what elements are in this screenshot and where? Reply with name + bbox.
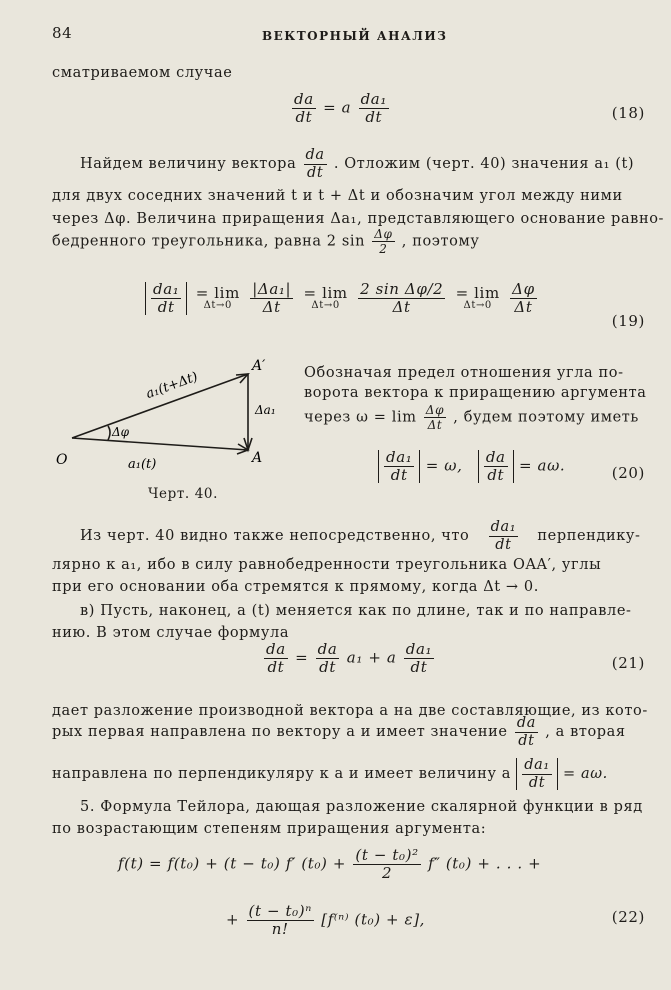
frac-den: dt [518,732,535,749]
text-line: ворота вектора к приращению аргумента [304,385,647,401]
label-angle: Δφ [112,425,130,439]
frac-den: dt [528,774,546,791]
page-number: 84 [52,24,73,42]
frac-den: dt [306,164,324,181]
text-line: по возрастающим степеням приращения аргумента: [52,821,487,837]
frac-den: dt [157,298,175,316]
frac-den: Δt [427,418,443,432]
equation-22-line2 [226,904,425,937]
text-line: Обозначая предел отношения угла по- [304,365,624,381]
text-line [52,228,479,255]
triangle-figure [50,356,280,476]
eq-part: f(t) = f(t₀) + (t − t₀) f′ (t₀) + [118,854,347,873]
eq-part: + [226,910,240,929]
frac-den: dt [390,466,408,484]
lim-word: = lim [303,284,348,302]
lim-under: Δt→0 [463,300,492,311]
frac-num: da [294,90,314,108]
label-O: O [56,452,68,468]
equation-number-21: (21) [611,654,645,672]
text-span: . Отложим (черт. 40) значения a₁ (t) [333,156,635,172]
text-line [52,758,608,790]
frac-num: da₁ [490,519,517,535]
text-line: лярно к a₁, ибо в силу равнобедренности треугольника OAA′, углы [52,557,602,573]
text-span: бедренного треугольника, равна 2 sin [52,233,366,250]
label-a-lower: a₁(t) [128,457,157,472]
frac-num: da₁ [524,757,550,773]
text-span: перпендику- [537,528,641,544]
text-span: , а вторая [545,724,626,740]
text-span: Найдем величину вектора [80,156,297,172]
eq-part: f″ (t₀) + . . . + [428,854,542,873]
text-span: , будем поэтому иметь [453,409,639,426]
frac-num: |Δa₁| [252,280,292,298]
text-span: Из черт. 40 видно также непосредственно, что [80,528,470,544]
running-title: ВЕКТОРНЫЙ АНАЛИЗ [262,29,448,43]
equation-number-19: (19) [611,312,645,330]
frac-num: Δφ [374,227,393,241]
text-line: сматриваемом случае [52,65,233,81]
frac-num: da [305,147,325,163]
eq-part: = ω, [425,456,463,475]
frac-den: dt [495,536,512,553]
frac-num: da [266,640,286,658]
equation-number-22: (22) [611,908,645,926]
frac-den: Δt [514,298,533,316]
text-line: 5. Формула Тейлора, дающая разложение скалярной функции в ряд [80,799,643,815]
label-A: A [252,450,263,466]
frac-num: da [317,640,338,658]
frac-den: Δt [392,298,411,316]
lim-word: = lim [195,284,240,302]
frac-num: (t − t₀)ⁿ [248,902,312,920]
frac-num: da₁ [153,280,180,298]
vector-a-lower [72,438,248,450]
frac-den: dt [487,466,505,484]
frac-den: 2 [379,242,388,256]
text-line: нию. В этом случае формула [52,625,290,641]
text-line: через Δφ. Величина приращения Δa₁, представляющего основание равно- [52,211,665,227]
frac-den: n! [271,920,289,938]
frac-den: dt [295,108,313,126]
frac-den: dt [319,658,336,676]
text-span: через ω = lim [304,409,417,426]
text-span: = aω. [563,766,608,782]
text-line: в) Пусть, наконец, a (t) меняется как по длине, так и по направле- [80,603,632,619]
text-line: для двух соседних значений t и t + Δt и обозначим угол между ними [52,188,623,204]
frac-num: Δφ [425,403,445,417]
text-line: дает разложение производной вектора a на две составляющие, из кото- [52,703,648,719]
figure-caption: Черт. 40. [148,486,218,502]
frac-num: da₁ [360,90,387,108]
text-line [304,404,639,431]
text-span: направлена по перпендикуляру к a и имеет величину a [52,766,512,782]
lim-under: Δt→0 [203,300,232,311]
frac-num: 2 sin Δφ/2 [360,280,444,298]
frac-num: da₁ [386,448,413,466]
eq-part: = a [323,98,352,117]
eq-part: = aω. [518,456,566,475]
eq-part: = [295,648,309,667]
frac-den: dt [365,108,383,126]
frac-den: dt [410,658,428,676]
angle-arc [108,426,110,440]
frac-num: (t − t₀)² [355,846,419,864]
equation-20 [378,450,565,483]
frac-num: Δφ [512,280,535,298]
label-A-prime: A′ [252,358,266,374]
equation-22-line1 [118,848,541,881]
text-line [52,716,626,748]
equation-number-18: (18) [611,104,645,122]
frac-num: da [516,715,536,731]
equation-21 [262,642,436,675]
label-delta: Δa₁ [255,403,276,417]
eq-part: a₁ + a [346,648,397,667]
label-a-upper: a₁(t+Δt) [144,369,200,403]
text-line: при его основании оба стремятся к прямому, когда Δt → 0. [52,579,539,595]
frac-den: 2 [381,864,393,882]
lim-word: = lim [455,284,500,302]
frac-den: dt [267,658,285,676]
equation-number-20: (20) [611,464,645,482]
equation-18 [290,92,391,125]
text-span: , поэтому [401,233,480,250]
frac-den: Δt [262,298,281,316]
text-line [80,148,634,180]
frac-num: da₁ [405,640,433,658]
text-span: рых первая направлена по вектору a и имеет значение [52,724,508,740]
equation-19 [145,282,539,315]
lim-under: Δt→0 [311,300,340,311]
eq-part: [f⁽ⁿ⁾ (t₀) + ε], [321,910,426,929]
frac-num: da [485,448,506,466]
text-line [80,520,641,552]
